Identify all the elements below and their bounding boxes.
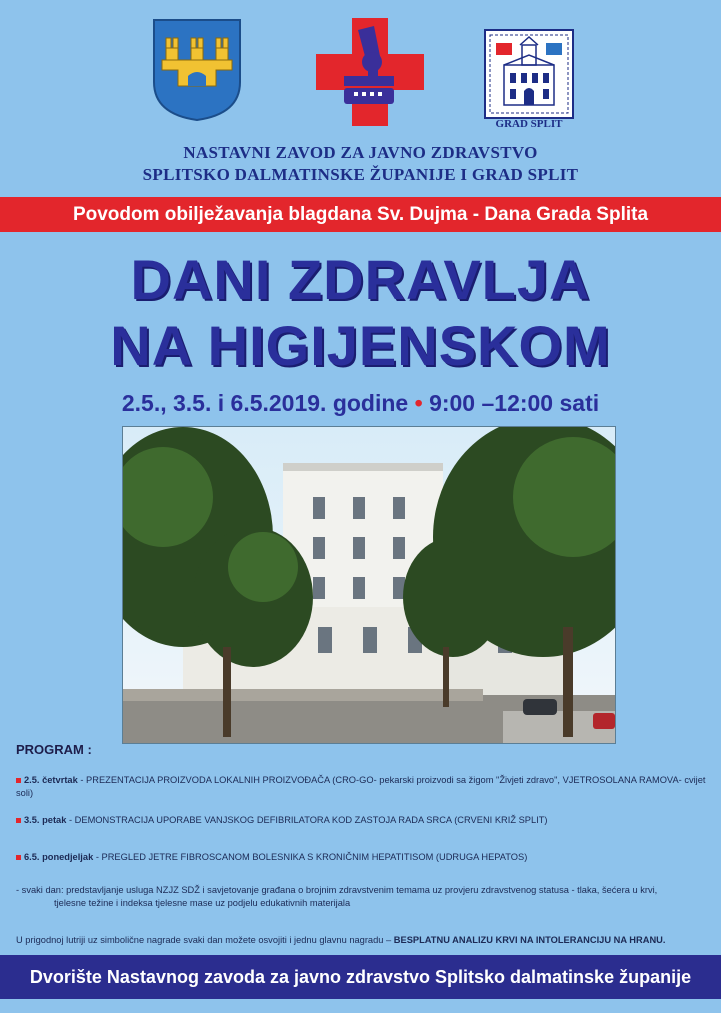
program-item-text: - PREZENTACIJA PROIZVODA LOKALNIH PROIZVOĐAČA (CRO-GO- pekarski proizvodi sa žigom "Živjeti zdravo", VJETROSOLANA RAMOVA- cvijet soli) [16, 775, 706, 798]
program-item [16, 814, 706, 827]
event-dates [0, 390, 721, 417]
institution-line-1: NASTAVNI ZAVOD ZA JAVNO ZDRAVSTVO [183, 143, 538, 162]
program-every-day [16, 884, 706, 910]
program-item-text: - DEMONSTRACIJA UPORABE VANJSKOG DEFIBRILATORA KOD ZASTOJA RADA SRCA (CRVENI KRIŽ SPLIT) [66, 815, 548, 825]
institution-name [0, 142, 721, 186]
program-item-day: 6.5. ponedjeljak [24, 852, 94, 862]
location-banner: Dvorište Nastavnog zavoda za javno zdravstvo Splitsko dalmatinske županije [0, 955, 721, 999]
bullet-icon [16, 778, 21, 783]
grad-split-logo [484, 16, 574, 132]
program-heading: PROGRAM : [16, 742, 92, 757]
lottery-prize: BESPLATNU ANALIZU KRVI NA INTOLERANCIJU NA HRANU. [393, 935, 666, 945]
bullet-icon [16, 818, 21, 823]
main-title-line-2: NA HIGIJENSKOM [110, 314, 611, 377]
event-time: 9:00 –12:00 sati [429, 390, 600, 416]
dates-separator: • [414, 390, 423, 416]
red-cross-microscope-logo [314, 16, 426, 128]
main-title-line-1: DANI ZDRAVLJA [130, 248, 591, 311]
lottery-note [16, 934, 706, 947]
bullet-icon [16, 855, 21, 860]
program-item-text: - PREGLED JETRE FIBROSCANOM BOLESNIKA S KRONIČNIM HEPATITISOM (UDRUGA HEPATOS) [93, 852, 528, 862]
event-days: 2.5., 3.5. i 6.5.2019. godine [121, 390, 409, 416]
every-day-line-1: - svaki dan: predstavljanje usluga NZJZ SDŽ i savjetovanje građana o brojnim zdravstvenim temama uz provjeru zdravstvenog statusa - tlaka, šećera u krvi, [16, 885, 658, 895]
every-day-line-2: tjelesne težine i indeksa tjelesne mase uz podjelu edukativnih materijala [54, 898, 351, 908]
program-item-day: 3.5. petak [24, 815, 67, 825]
program-item-day: 2.5. četvrtak [24, 775, 78, 785]
institution-line-2: SPLITSKO DALMATINSKE ŽUPANIJE I GRAD SPLIT [142, 165, 579, 184]
program-item [16, 851, 706, 864]
occasion-banner: Povodom obilježavanja blagdana Sv. Dujma - Dana Grada Splita [0, 197, 721, 232]
split-coat-of-arms-logo [152, 18, 242, 122]
grad-split-caption: GRAD SPLIT [495, 118, 563, 130]
logo-row [0, 14, 721, 134]
lottery-text: U prigodnoj lutriji uz simbolične nagrade svaki dan možete osvojiti i jednu glavnu nagradu – [16, 935, 394, 945]
program-item [16, 774, 706, 800]
building-photo [122, 426, 616, 744]
